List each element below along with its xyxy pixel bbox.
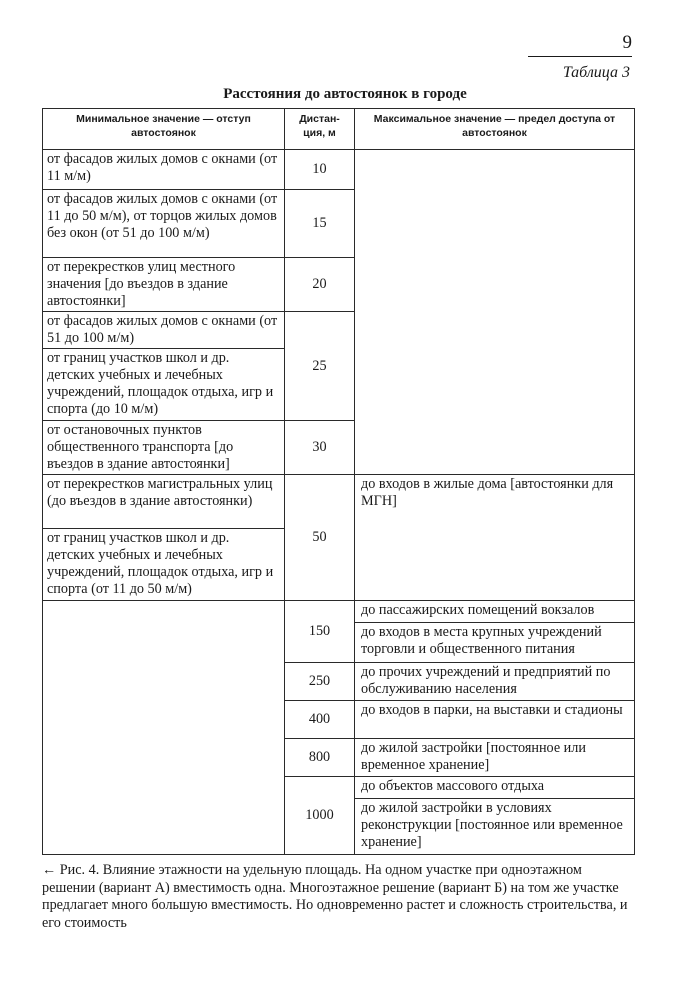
table-label: Таблица 3 <box>562 64 630 81</box>
max-cell: до пассажирских помещений вокзалов <box>355 601 635 623</box>
distance-cell: 10 <box>285 150 355 190</box>
distance-cell: 20 <box>285 258 355 312</box>
min-cell-empty <box>43 601 285 855</box>
distance-cell: 50 <box>285 475 355 601</box>
table-row <box>43 150 635 190</box>
distance-cell: 1000 <box>285 777 355 855</box>
distance-cell: 250 <box>285 663 355 701</box>
max-cell: до прочих учреждений и предприятий по обслуживанию населения <box>355 663 635 701</box>
distance-cell: 800 <box>285 739 355 777</box>
header-max: Максимальное значение — предел доступа от автостоянок <box>355 109 635 150</box>
max-cell: до входов в жилые дома [автостоянки для МГН] <box>355 475 635 601</box>
min-cell: от границ участков школ и др. детских учебных и лечебных учреждений, площадок отдыха, игр и спорта (до 10 м/м) <box>43 349 285 421</box>
figure-caption: ← Рис. 4. Влияние этажности на удельную площадь. На одном участке при одноэтажном решении (вариант А) вместимость одна. Многоэтажное решение (вариант Б) на том же участке предлагает много большую вместимость. Но одновременно растет и сложность строительства, и его стоимость <box>42 862 628 931</box>
min-cell: от остановочных пунктов общественного транспорта [до въездов в здание автостоянки] <box>43 421 285 475</box>
max-cell: до жилой застройки в условиях реконструкции [постоянное или временное хранение] <box>355 799 635 855</box>
table-row <box>43 601 635 623</box>
max-cell: до объектов массового отдыха <box>355 777 635 799</box>
min-cell: от перекрестков магистральных улиц (до въездов в здание автостоянки) <box>43 475 285 529</box>
min-cell: от фасадов жилых домов с окнами (от 11 м/м) <box>43 150 285 190</box>
distance-cell: 25 <box>285 312 355 421</box>
header-min: Минимальное значение — отступ автостоянок <box>43 109 285 150</box>
min-cell: от границ участков школ и др. детских учебных и лечебных учреждений, площадок отдыха, игр и спорта (от 11 до 50 м/м) <box>43 529 285 601</box>
max-cell: до входов в места крупных учреждений торговли и общественного питания <box>355 623 635 663</box>
min-cell: от фасадов жилых домов с окнами (от 11 до 50 м/м), от торцов жилых домов без окон (от 51 до 100 м/м) <box>43 190 285 258</box>
distance-cell: 150 <box>285 601 355 663</box>
max-cell: до входов в парки, на выставки и стадионы <box>355 701 635 739</box>
table-row <box>43 475 635 529</box>
distance-table <box>42 108 635 855</box>
max-cell-empty <box>355 150 635 475</box>
header-distance: Дистан-ция, м <box>285 109 355 150</box>
table-title: Расстояния до автостоянок в городе <box>223 86 467 102</box>
page-number: 9 <box>528 32 632 57</box>
table-header-row <box>43 109 635 150</box>
distance-cell: 30 <box>285 421 355 475</box>
max-cell: до жилой застройки [постоянное или временное хранение] <box>355 739 635 777</box>
min-cell: от фасадов жилых домов с окнами (от 51 до 100 м/м) <box>43 312 285 349</box>
distance-cell: 400 <box>285 701 355 739</box>
distance-cell: 15 <box>285 190 355 258</box>
min-cell: от перекрестков улиц местного значения [до въездов в здание автостоянки] <box>43 258 285 312</box>
